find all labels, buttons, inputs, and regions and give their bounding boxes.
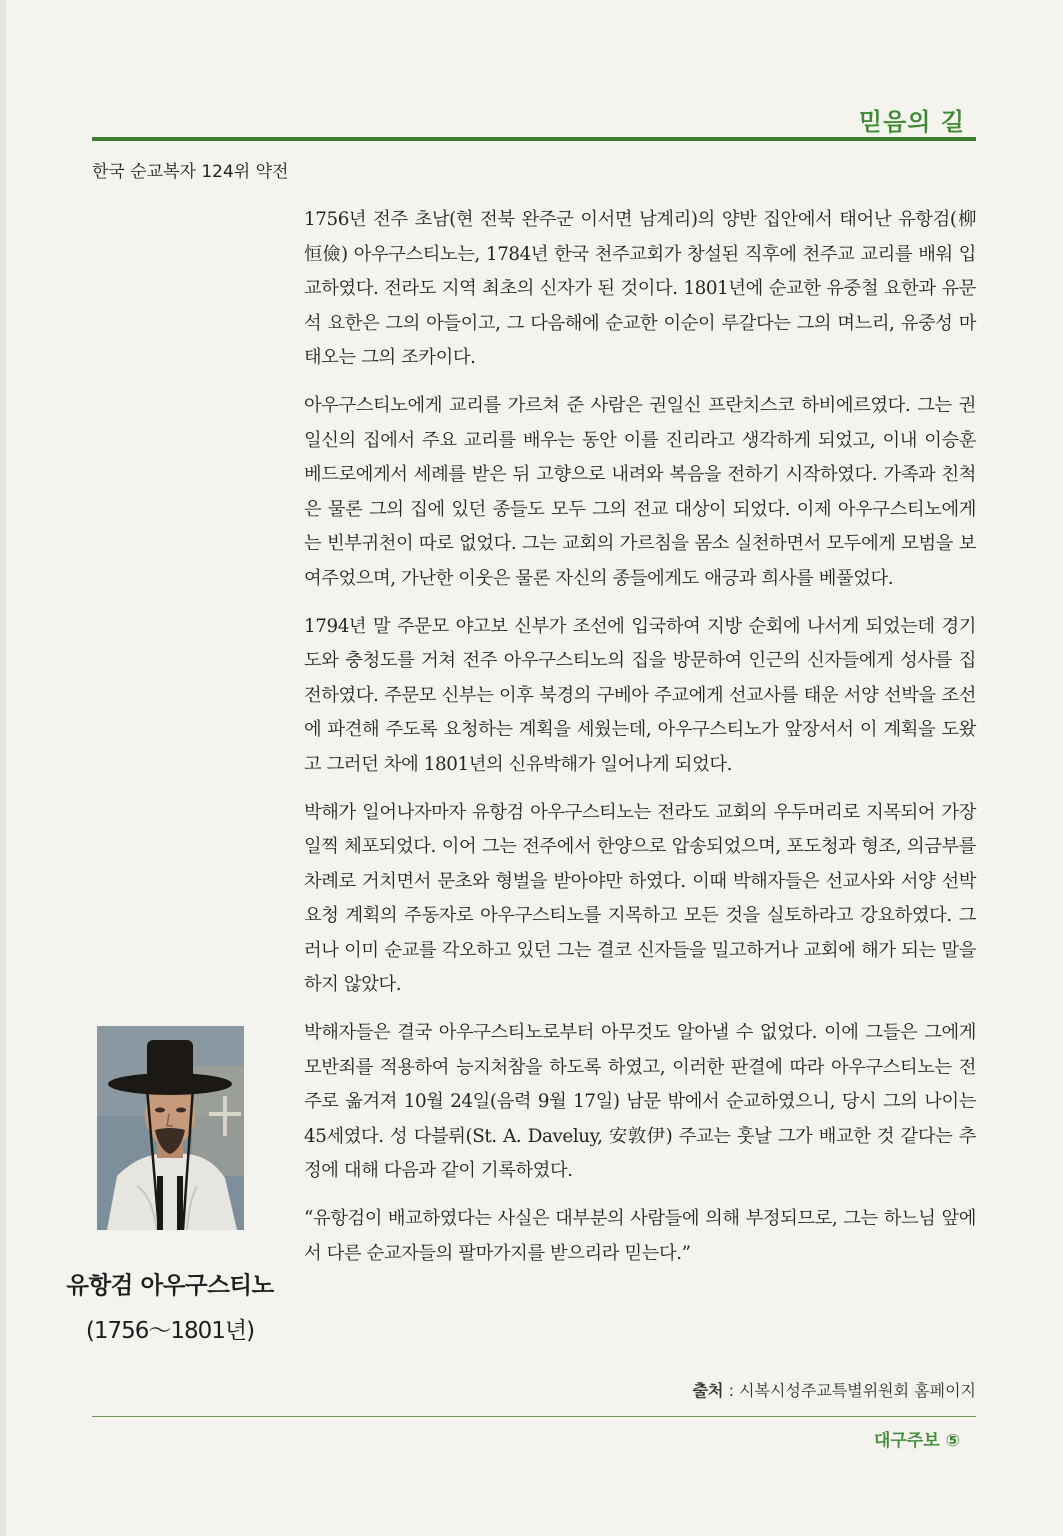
portrait-caption-dates: (1756～1801년) bbox=[85, 1318, 255, 1344]
source-separator: : bbox=[723, 1381, 740, 1400]
footer-divider bbox=[92, 1416, 976, 1417]
article-body bbox=[304, 203, 976, 1284]
source-label: 출처 bbox=[692, 1381, 724, 1400]
section-title: 믿음의 길 bbox=[858, 108, 965, 136]
portrait-caption-name: 유항검 아우구스티노 bbox=[66, 1271, 274, 1299]
quote-paragraph: “유항검이 배교하였다는 사실은 대부분의 사람들에 의해 부정되므로, 그는 하느님 앞에서 다른 순교자들의 팔마가지를 받으리라 믿는다.” bbox=[304, 1208, 976, 1264]
page-edge bbox=[0, 0, 6, 1536]
article-paragraph: 박해자들은 결국 아우구스티노로부터 아무것도 알아낼 수 없었다. 이에 그들은 그에게 모반죄를 적용하여 능지처참을 하도록 하였고, 이러한 판결에 따라 아우구스티노는 전주로 옮겨져 10월 24일(음력 9월 17일) 남문 밖에서 순교하였으니, 당시 그의 나이는 45세였다. 성 다블뤼(St. A. Daveluy, 安敦伊) 주교는 훗날 그가 배교한 것 같다는 추정에 대해 다음과 같이 기록하였다. bbox=[304, 1022, 976, 1182]
article-paragraph: 1794년 말 주문모 야고보 신부가 조선에 입국하여 지방 순회에 나서게 되었는데 경기도와 충청도를 거쳐 전주 아우구스티노의 집을 방문하여 인근의 신자들에게 성사를 집전하였다. 주문모 신부는 이후 북경의 구베아 주교에게 선교사를 태운 서양 선박을 조선에 파견해 주도록 요청하는 계획을 세웠는데, 아우구스티노가 앞장서서 이 계획을 도왔고 그러던 차에 1801년의 신유박해가 일어나게 되었다. bbox=[304, 615, 976, 775]
source-credit bbox=[693, 1378, 976, 1401]
series-title: 한국 순교복자 124위 약전 bbox=[92, 162, 289, 182]
article-paragraph: 1756년 전주 초남(현 전북 완주군 이서면 남계리)의 양반 집안에서 태어난 유항검(柳恒儉) 아우구스티노는, 1784년 한국 천주교회가 창설된 직후에 천주교 교리를 배워 입교하였다. 전라도 지역 최초의 신자가 된 것이다. 1801년에 순교한 유중철 요한과 유문석 요한은 그의 아들이고, 그 다음해에 순교한 이순이 루갈다는 그의 며느리, 유중성 마태오는 그의 조카이다. bbox=[304, 209, 976, 369]
article-paragraph: 아우구스티노에게 교리를 가르쳐 준 사람은 권일신 프란치스코 하비에르였다. 그는 권일신의 집에서 주요 교리를 배우는 동안 이를 진리라고 생각하게 되었고, 이내 이승훈 베드로에게서 세례를 받은 뒤 고향으로 내려와 복음을 전하기 시작하였다. 가족과 친척은 물론 그의 집에 있던 종들도 모두 그의 전교 대상이 되었다. 이제 아우구스티노에게는 빈부귀천이 따로 없었다. 그는 교회의 가르침을 몸소 실천하면서 모두에게 모범을 보여주었으며, 가난한 이웃은 물론 자신의 종들에게도 애긍과 희사를 베풀었다. bbox=[304, 394, 976, 589]
article-paragraph: 박해가 일어나자마자 유항검 아우구스티노는 전라도 교회의 우두머리로 지목되어 가장 일찍 체포되었다. 이어 그는 전주에서 한양으로 압송되었으며, 포도청과 형조, 의금부를 차례로 거치면서 문초와 형벌을 받아야만 하였다. 이때 박해자들은 선교사와 서양 선박 요청 계획의 주동자로 아우구스티노를 지목하고 모든 것을 실토하라고 강요하였다. 그러나 이미 순교를 각오하고 있던 그는 결코 신자들을 밀고하거나 교회에 해가 되는 말을 하지 않았다. bbox=[304, 801, 976, 996]
footer-page-label: 대구주보 ⑤ bbox=[874, 1431, 960, 1451]
martyr-portrait-painting bbox=[97, 1026, 244, 1230]
header-divider bbox=[92, 137, 976, 141]
source-text: 시복시성주교특별위원회 홈페이지 bbox=[739, 1381, 976, 1400]
